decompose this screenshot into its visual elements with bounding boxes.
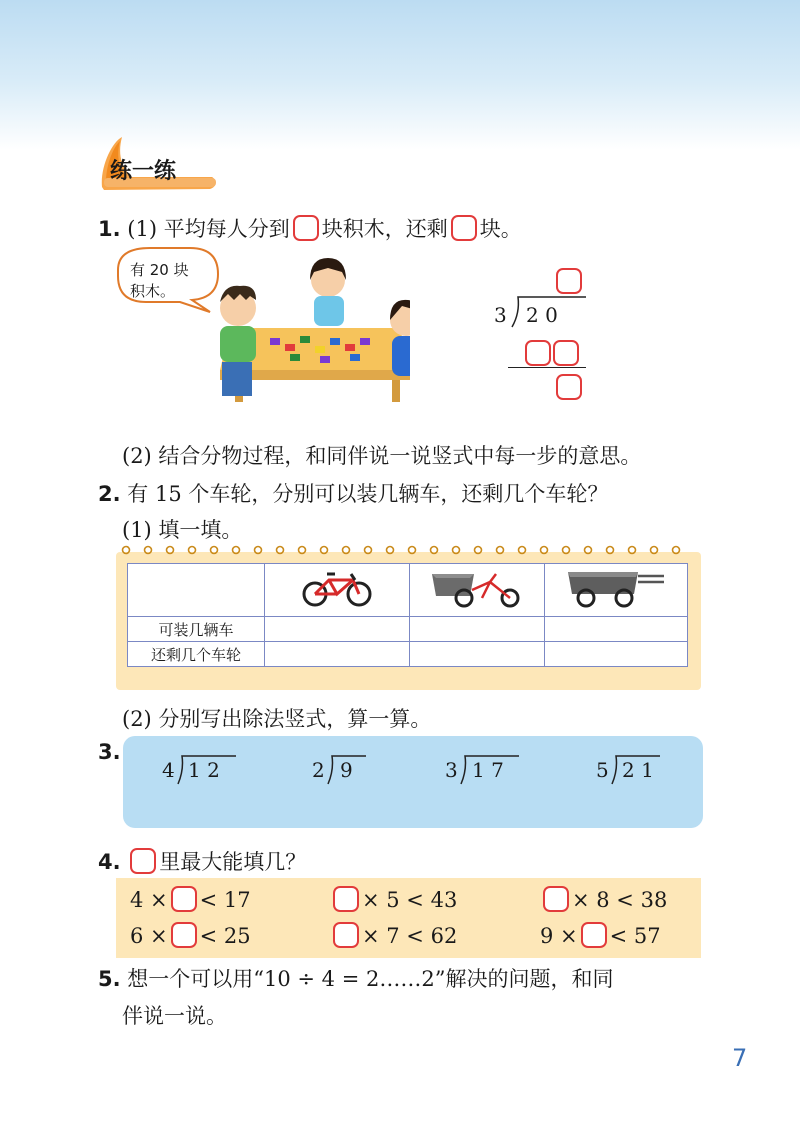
speech-bubble-text: 有 20 块积木。 xyxy=(130,261,189,300)
q5-number: 5. xyxy=(98,967,121,991)
q4-number: 4. xyxy=(98,850,121,874)
tricycle-cell xyxy=(410,564,545,617)
q4-text: 里最大能填几？ xyxy=(159,850,307,874)
answer-box[interactable] xyxy=(333,886,359,912)
q3-divisor-4: 5 xyxy=(596,758,609,782)
answer-box[interactable] xyxy=(525,340,551,366)
q1-dividend: 2 0 xyxy=(526,303,558,327)
q3-dividend-2: 9 xyxy=(340,758,353,782)
q4-line xyxy=(98,846,306,876)
cart-cell xyxy=(545,564,688,617)
subtraction-line xyxy=(508,367,586,368)
q1-part1-mid: 块积木，还剩 xyxy=(321,217,448,241)
q1-part1-suffix: 块。 xyxy=(479,217,522,241)
row-label-cars: 可装几辆车 xyxy=(128,617,265,642)
table-corner-cell xyxy=(128,564,265,617)
q2-text: 有 15 个车轮，分别可以装几辆车，还剩几个车轮？ xyxy=(127,482,609,506)
q1-number: 1. xyxy=(98,217,121,241)
table-row xyxy=(128,617,688,642)
section-tag-label: 练一练 xyxy=(110,159,177,184)
page-number: 7 xyxy=(732,1044,748,1072)
wheel-table xyxy=(127,563,688,667)
q1-line xyxy=(98,213,522,243)
answer-box[interactable] xyxy=(171,886,197,912)
answer-cell[interactable] xyxy=(265,617,410,642)
q2-part1: (1) 填一填。 xyxy=(122,518,243,542)
table-row xyxy=(128,642,688,667)
q3-divisor-2: 2 xyxy=(312,758,325,782)
q1-part1-prefix: (1) 平均每人分到 xyxy=(127,217,290,241)
inequality-3: × 8 < 38 xyxy=(540,886,667,912)
inequality-5: × 7 < 62 xyxy=(330,922,457,948)
q2-number: 2. xyxy=(98,482,121,506)
answer-box[interactable] xyxy=(553,340,579,366)
answer-cell[interactable] xyxy=(410,617,545,642)
answer-cell[interactable] xyxy=(265,642,410,667)
answer-box[interactable] xyxy=(451,215,477,241)
q3-dividend-4: 2 1 xyxy=(622,758,654,782)
q3-dividend-3: 1 7 xyxy=(472,758,504,782)
section-tag xyxy=(92,132,222,192)
tricycle-cart-icon xyxy=(430,568,524,608)
inequality-1: 4 × < 17 xyxy=(130,888,251,912)
answer-cell[interactable] xyxy=(410,642,545,667)
q5-line1 xyxy=(98,963,613,993)
top-banner xyxy=(0,0,800,150)
answer-box[interactable] xyxy=(333,922,359,948)
answer-box[interactable] xyxy=(293,215,319,241)
inequality-2: × 5 < 43 xyxy=(330,886,457,912)
row-label-remaining: 还剩几个车轮 xyxy=(128,642,265,667)
answer-cell[interactable] xyxy=(545,642,688,667)
product-boxes xyxy=(524,340,580,366)
answer-box[interactable] xyxy=(543,886,569,912)
answer-cell[interactable] xyxy=(545,617,688,642)
remainder-box xyxy=(556,374,582,400)
q2-line xyxy=(98,478,608,508)
bicycle-icon xyxy=(297,568,377,608)
answer-box[interactable] xyxy=(581,922,607,948)
q5-text-line1: 想一个可以用“10 ÷ 4 = 2……2”解决的问题，和同 xyxy=(127,967,614,991)
inequality-4: 6 × < 25 xyxy=(130,924,251,948)
q1-divisor: 3 xyxy=(494,303,507,327)
q2-part2: (2) 分别写出除法竖式，算一算。 xyxy=(122,707,432,731)
table-header-row xyxy=(128,564,688,617)
q3-divisor-1: 4 xyxy=(162,758,175,782)
quotient-box xyxy=(556,268,582,294)
answer-box[interactable] xyxy=(171,922,197,948)
q1-part2: (2) 结合分物过程，和同伴说一说竖式中每一步的意思。 xyxy=(122,444,642,468)
four-wheel-cart-icon xyxy=(566,568,666,608)
q3-number: 3. xyxy=(98,740,121,764)
notebook-rings xyxy=(116,542,701,556)
inequality-6: 9 × < 57 xyxy=(540,924,661,948)
answer-box xyxy=(130,848,156,874)
q3-divisor-3: 3 xyxy=(445,758,458,782)
q3-dividend-1: 1 2 xyxy=(188,758,220,782)
bicycle-cell xyxy=(265,564,410,617)
q5-line2: 伴说一说。 xyxy=(122,1004,227,1028)
